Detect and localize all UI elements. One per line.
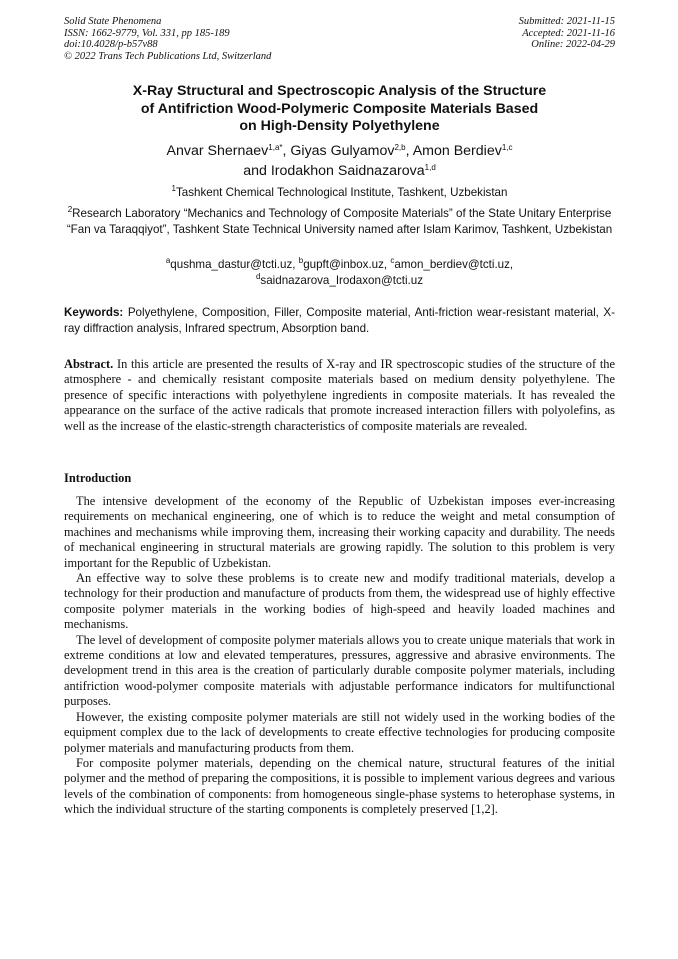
abstract-label: Abstract. <box>64 357 114 371</box>
author-affiliation-sup: 2,b <box>394 143 406 152</box>
author-affiliation-sup: 1,a* <box>268 143 283 152</box>
journal-header <box>64 16 271 62</box>
author-name: Anvar Shernaev <box>166 143 269 159</box>
issn-line: ISSN: 1662-9779, Vol. 331, pp 185-189 <box>64 27 230 39</box>
author-separator: , <box>282 143 291 159</box>
email-link[interactable]: saidnazarova_Irodaxon@tcti.uz <box>260 273 424 287</box>
keywords-label: Keywords: <box>64 306 124 319</box>
affiliation-1 <box>64 185 615 201</box>
author-emails <box>64 257 615 288</box>
accepted-date: Accepted: 2021-11-16 <box>522 27 615 39</box>
email-marker: b <box>298 256 304 265</box>
paragraph: The level of development of composite polymer materials allows you to create unique materials that work in extreme conditions at low and elevated temperatures, pressures, aggressive and abrasive environments. The development trend in this area is the creation of particularly durable composite polymer materials, including antifriction wood-polymer composite materials with adjustable performance indicators for multifunctional purposes. <box>64 632 615 709</box>
affiliation-text: Tashkent Chemical Technological Institute, Tashkent, Uzbekistan <box>175 186 508 199</box>
title-line: of Antifriction Wood-Polymeric Composite Materials Based <box>140 100 539 117</box>
author-affiliation-sup: 1,d <box>424 163 436 172</box>
paragraph: However, the existing composite polymer materials are still not widely used in the working bodies of the equipment complex due to the lack of developments to create effective technologies for producing composite polymer materials and manufacturing products from them. <box>64 709 615 755</box>
abstract-text: In this article are presented the results of X-ray and IR spectroscopic studies of the structure of the atmosphere - and chemically resistant composite materials based on medium density polyethylene. The presence of specific interactions with polyethylene ingredients in composite materials. It has revealed the appearance on the surface of the active radicals that promote increased interaction fillers with polyolefins, as well as the increase of the elastic-strength characteristics of composite materials are revealed. <box>64 357 615 433</box>
keywords-text: Polyethylene, Composition, Filler, Composite material, Anti-friction wear-resistant material, X-ray diffraction analysis, Infrared spectrum, Absorption band. <box>64 306 615 335</box>
title-line: on High-Density Polyethylene <box>239 118 440 134</box>
affiliation-number: 2 <box>67 205 73 214</box>
dates-header <box>519 16 615 51</box>
author-separator: , <box>405 143 413 159</box>
paragraph: The intensive development of the economy of the Republic of Uzbekistan imposes ever-increasing requirements on mechanical engineering, one of which is to reduce the weight and metal consumption of machines and mechanisms while improving them, increasing their working capacity and durability. The needs of mechanical engineering in structural materials are growing rapidly. The solution to this problem is very important for the Republic of Uzbekistan. <box>64 494 615 570</box>
email-marker: a <box>165 256 171 265</box>
affiliation-text: Research Laboratory “Mechanics and Technology of Composite Materials” of the State Unitary Enterprise “Fan va Taraqqiyot”, Tashkent State Technical University named after Islam Karimov, Tashkent, Uzbekistan <box>66 207 613 236</box>
introduction-body <box>64 494 615 818</box>
authors-and: and <box>243 163 267 179</box>
paragraph: An effective way to solve these problems is to create new and modify traditional materials, develop a technology for their production and manufacture of products from them, the widespread use of highly effective composite polymer materials in the working bodies of high-speed and heavily loaded machines and mechanisms. <box>64 571 615 632</box>
paper-title <box>64 83 615 136</box>
author-name: Irodakhon Saidnazarova <box>270 163 425 179</box>
email-link[interactable]: amon_berdiev@tcti.uz, <box>394 258 514 271</box>
title-line: X-Ray Structural and Spectroscopic Analysis of the Structure <box>132 83 547 99</box>
author-affiliation-sup: 1,c <box>501 143 513 152</box>
section-title-introduction: Introduction <box>64 471 132 485</box>
affiliation-2 <box>64 206 615 238</box>
email-link[interactable]: gupft@inbox.uz, <box>303 258 388 271</box>
email-marker: d <box>255 271 261 281</box>
author-name: Amon Berdiev <box>412 143 502 159</box>
doi-line[interactable]: doi:10.4028/p-b57v88 <box>64 39 158 50</box>
author-list <box>64 141 615 181</box>
email-marker: c <box>390 256 395 265</box>
paragraph: For composite polymer materials, depending on the chemical nature, structural features of the initial polymer and the method of preparing the compositions, it is possible to implement various degrees and various levels of the combination of components: from homogeneous single-phase systems to heterophase systems, in which the individual structure of the starting components is completely preserved [1,2]. <box>64 755 615 817</box>
submitted-date: Submitted: 2021-11-15 <box>518 16 615 27</box>
abstract-block <box>64 357 615 434</box>
journal-name: Solid State Phenomena <box>64 16 162 27</box>
email-link[interactable]: qushma_dastur@tcti.uz, <box>170 258 296 271</box>
copyright-line: © 2022 Trans Tech Publications Ltd, Switzerland <box>64 50 272 62</box>
emails-line-2 <box>64 273 615 289</box>
keywords-block <box>64 305 615 337</box>
online-date: Online: 2022-04-29 <box>531 39 615 50</box>
authors-line-1 <box>64 141 615 161</box>
authors-line-2 <box>64 161 615 181</box>
affiliation-number: 1 <box>171 184 176 193</box>
author-name: Giyas Gulyamov <box>290 143 395 159</box>
emails-line-1 <box>64 257 615 273</box>
